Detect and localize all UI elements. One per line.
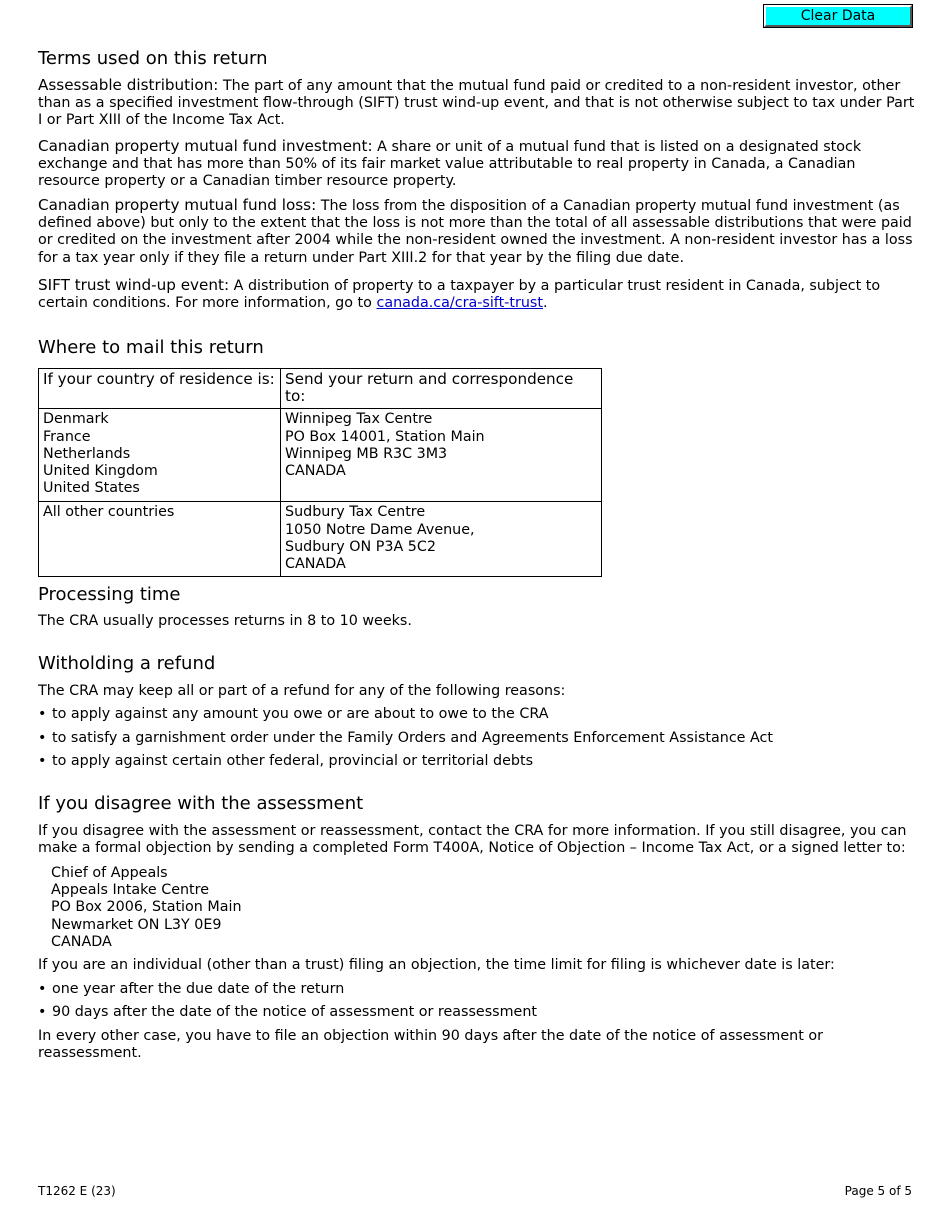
- list-item: [38, 981, 918, 998]
- term-definition: A share or unit of a mutual fund that is listed on a designated stock exchange and that has more than 50% of its fair market value attributable to real property in Canada, a Canadian resource property or a Canadian timber resource property.: [38, 139, 862, 190]
- address-line: Newmarket ON L3Y 0E9: [51, 916, 222, 933]
- countries-cell: [39, 409, 281, 502]
- address-line: Appeals Intake Centre: [51, 882, 210, 899]
- withholding-intro: The CRA may keep all or part of a refund for any of the following reasons:: [38, 683, 566, 699]
- term-label: Canadian property mutual fund investment:: [38, 137, 373, 155]
- disagree-heading: If you disagree with the assessment: [38, 793, 364, 814]
- appeals-address: [51, 865, 242, 951]
- list-item: [38, 706, 918, 723]
- form-id: T1262 E (23): [38, 1184, 116, 1198]
- sift-trust-link[interactable]: canada.ca/cra-sift-trust: [376, 295, 543, 312]
- address-line: Winnipeg MB R3C 3M3: [285, 445, 448, 462]
- address-line: Winnipeg Tax Centre: [285, 411, 433, 428]
- address-line: 1050 Notre Dame Avenue,: [285, 521, 475, 538]
- page-number: Page 5 of 5: [844, 1184, 912, 1198]
- country: United Kingdom: [43, 463, 158, 480]
- term-definition: The loss from the disposition of a Canadian property mutual fund investment (as defined above) but only to the extent that the loss is not more than the total of all assessable distributions that were paid or credited on the investment after 2004 while the non-resident owned the investment. A non-resident investor has a loss for a tax year only if they file a return under Part XIII.2 for that year by the filing due date.: [38, 198, 913, 266]
- term-definition-end: .: [542, 295, 548, 312]
- terms-heading: Terms used on this return: [38, 48, 268, 69]
- clear-data-button[interactable]: Clear Data: [764, 5, 912, 27]
- address-cell: [281, 409, 602, 502]
- bullet-icon: •: [38, 706, 47, 722]
- address-line: Sudbury Tax Centre: [285, 504, 426, 521]
- address-line: CANADA: [285, 463, 346, 480]
- address-line: CANADA: [51, 933, 112, 950]
- term-sift-wind-up: [38, 277, 918, 312]
- list-item-text: to apply against certain other federal, provincial or territorial debts: [52, 753, 534, 769]
- term-assessable-distribution: [38, 77, 918, 130]
- term-label: SIFT trust wind-up event:: [38, 276, 230, 294]
- list-item-text: one year after the due date of the return: [52, 981, 345, 997]
- list-item: [38, 1004, 918, 1021]
- countries-cell: [39, 502, 281, 577]
- term-label: Assessable distribution:: [38, 76, 219, 94]
- term-definition: A distribution of property to a taxpayer by a particular trust resident in Canada, subject to certain conditions. For more information, go to: [38, 278, 881, 312]
- table-row: [39, 409, 602, 502]
- bullet-icon: •: [38, 730, 47, 746]
- address-line: PO Box 2006, Station Main: [51, 899, 242, 916]
- column-header-country: If your country of residence is:: [39, 369, 281, 409]
- list-item-text: to apply against any amount you owe or are about to owe to the CRA: [52, 706, 549, 722]
- bullet-icon: •: [38, 981, 47, 997]
- table-header-row: [39, 369, 602, 409]
- address-cell: [281, 502, 602, 577]
- country: All other countries: [43, 504, 175, 521]
- term-cpmf-investment: [38, 138, 918, 191]
- country: United States: [43, 480, 140, 497]
- bullet-icon: •: [38, 753, 47, 769]
- table-row: [39, 502, 602, 577]
- country: France: [43, 428, 91, 445]
- address-line: CANADA: [285, 556, 346, 573]
- address-line: Sudbury ON P3A 5C2: [285, 538, 436, 555]
- country: Denmark: [43, 411, 109, 428]
- list-item: [38, 730, 918, 747]
- column-header-address: Send your return and correspondence to:: [281, 369, 602, 409]
- processing-text: The CRA usually processes returns in 8 to 10 weeks.: [38, 613, 412, 629]
- term-label: Canadian property mutual fund loss:: [38, 196, 317, 214]
- time-limit-text: If you are an individual (other than a trust) filing an objection, the time limit for filing is whichever date is later:: [38, 957, 835, 973]
- country: Netherlands: [43, 445, 131, 462]
- address-line: Chief of Appeals: [51, 865, 168, 881]
- disagree-intro: If you disagree with the assessment or reassessment, contact the CRA for more information. If you still disagree, you can make a formal objection by sending a completed Form T400A, Notice of Objection – Income Tax Act, or a signed letter to:: [38, 823, 907, 857]
- address-line: PO Box 14001, Station Main: [285, 428, 485, 445]
- withholding-heading: Witholding a refund: [38, 653, 216, 674]
- mail-heading: Where to mail this return: [38, 337, 264, 358]
- processing-heading: Processing time: [38, 584, 181, 605]
- term-cpmf-loss: [38, 197, 918, 267]
- bullet-icon: •: [38, 1004, 47, 1020]
- term-definition: The part of any amount that the mutual fund paid or credited to a non-resident investor, other than as a specified investment flow-through (SIFT) trust wind-up event, and that is not otherwise subject to tax under Part I or Part XIII of the Income Tax Act.: [38, 78, 915, 129]
- list-item: [38, 753, 918, 770]
- mail-table: [38, 368, 602, 577]
- other-case-text: In every other case, you have to file an objection within 90 days after the date of the notice of assessment or reassessment.: [38, 1028, 823, 1062]
- list-item-text: 90 days after the date of the notice of assessment or reassessment: [52, 1004, 537, 1020]
- list-item-text: to satisfy a garnishment order under the Family Orders and Agreements Enforcement Assistance Act: [52, 730, 774, 746]
